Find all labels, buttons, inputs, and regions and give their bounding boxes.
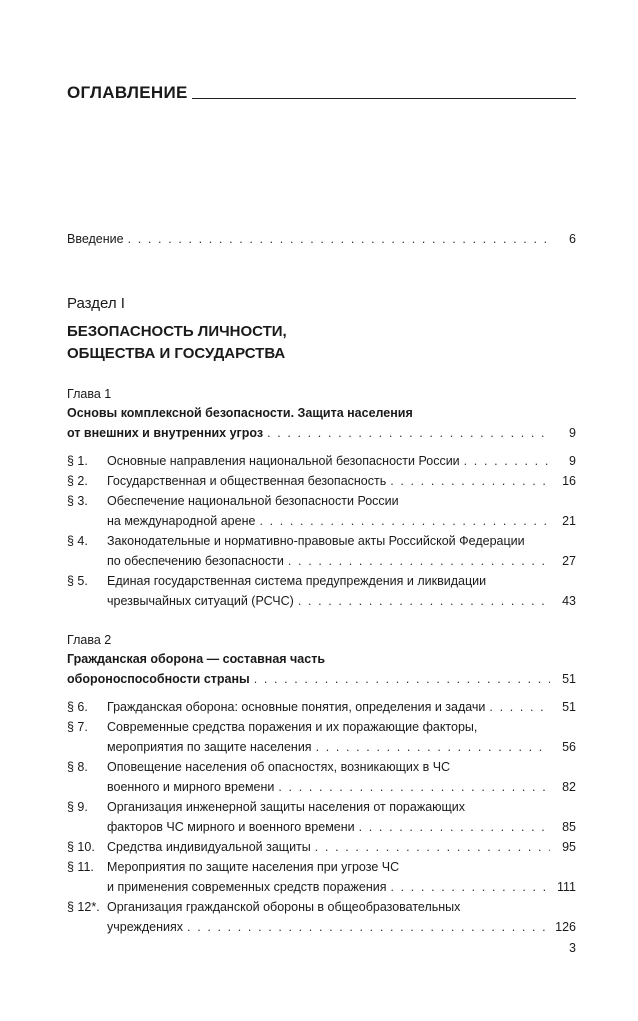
- entry-page: 9: [569, 454, 576, 468]
- toc-content: [67, 229, 576, 937]
- toc-entry-paragraph[interactable]: [67, 837, 576, 857]
- paragraph-title: учреждениях: [107, 920, 184, 934]
- section-title: [67, 321, 576, 365]
- chapter-title-line: от внешних и внутренних угроз: [67, 426, 264, 440]
- entry-page: 16: [562, 474, 576, 488]
- entry-page: 6: [569, 232, 576, 246]
- toc-entry-paragraph[interactable]: [67, 757, 576, 797]
- paragraph-title: Единая государственная система предупреждения и ликвидации: [107, 574, 487, 588]
- chapter-title-line: Основы комплексной безопасности. Защита населения: [67, 406, 413, 420]
- section-label: Раздел I: [67, 295, 125, 312]
- paragraph-title: Современные средства поражения и их поражающие факторы,: [107, 720, 478, 734]
- toc-entry-paragraph[interactable]: [67, 697, 576, 717]
- paragraph-title: Средства индивидуальной защиты: [107, 840, 311, 854]
- paragraph-title: военного и мирного времени: [107, 780, 275, 794]
- paragraph-title: чрезвычайных ситуаций (РСЧС): [107, 594, 294, 608]
- dot-leader: [259, 511, 550, 531]
- paragraph-list: [67, 697, 576, 937]
- paragraph-title: по обеспечению безопасности: [107, 554, 284, 568]
- paragraph-list: [67, 451, 576, 611]
- paragraph-title: Организация гражданской обороны в общеобразовательных: [107, 900, 461, 914]
- paragraph-title: Основные направления национальной безопасности России: [107, 454, 460, 468]
- dot-leader: [278, 777, 550, 797]
- dot-leader: [464, 451, 550, 471]
- toc-entry-paragraph[interactable]: [67, 531, 576, 571]
- paragraph-number: § 9.: [67, 800, 88, 814]
- paragraph-title: Оповещение населения об опасностях, возникающих в ЧС: [107, 760, 451, 774]
- paragraph-title: на международной арене: [107, 514, 256, 528]
- toc-entry-paragraph[interactable]: [67, 451, 576, 471]
- paragraph-title: мероприятия по защите населения: [107, 740, 312, 754]
- dot-leader: [359, 817, 550, 837]
- paragraph-number: § 4.: [67, 534, 88, 548]
- paragraph-title: Государственная и общественная безопасность: [107, 474, 387, 488]
- entry-page: 85: [562, 820, 576, 834]
- entry-page: 43: [562, 594, 576, 608]
- entry-page: 82: [562, 780, 576, 794]
- paragraph-title: и применения современных средств поражения: [107, 880, 387, 894]
- entry-page: 27: [562, 554, 576, 568]
- dot-leader: [267, 423, 550, 443]
- entry-page: 95: [562, 840, 576, 854]
- chapter-title-line: Гражданская оборона — составная часть: [67, 652, 326, 666]
- paragraph-title: Мероприятия по защите населения при угрозе ЧС: [107, 860, 400, 874]
- toc-entry-chapter[interactable]: [67, 669, 576, 689]
- entry-page: 51: [562, 672, 576, 686]
- toc-entry-chapter[interactable]: [67, 423, 576, 443]
- dot-leader: [288, 551, 550, 571]
- entry-page: 51: [562, 700, 576, 714]
- dot-leader: [316, 737, 550, 757]
- dot-leader: [315, 837, 550, 857]
- page-number: 3: [569, 941, 576, 955]
- paragraph-number: § 5.: [67, 574, 88, 588]
- dot-leader: [489, 697, 550, 717]
- toc-entry-paragraph[interactable]: [67, 857, 576, 897]
- toc-entry-paragraph[interactable]: [67, 471, 576, 491]
- toc-title: ОГЛАВЛЕНИЕ: [67, 83, 188, 102]
- entry-page: 56: [562, 740, 576, 754]
- paragraph-number: § 2.: [67, 474, 88, 488]
- title-rule: [192, 98, 576, 99]
- paragraph-number: § 7.: [67, 720, 88, 734]
- toc-entry-paragraph[interactable]: [67, 717, 576, 757]
- paragraph-number: § 3.: [67, 494, 88, 508]
- toc-entry-intro[interactable]: [67, 229, 576, 249]
- chapter-title-line: обороноспособности страны: [67, 672, 250, 686]
- paragraph-number: § 6.: [67, 700, 88, 714]
- entry-page: 21: [562, 514, 576, 528]
- entry-page: 126: [555, 920, 576, 934]
- paragraph-title: Организация инженерной защиты населения от поражающих: [107, 800, 466, 814]
- paragraph-number: § 1.: [67, 454, 88, 468]
- entry-page: 111: [556, 880, 576, 894]
- toc-heading: [67, 79, 576, 101]
- paragraph-number: § 11.: [67, 860, 94, 874]
- section-title-line: ОБЩЕСТВА И ГОСУДАРСТВА: [67, 345, 286, 362]
- dot-leader: [298, 591, 550, 611]
- paragraph-title: Гражданская оборона: основные понятия, определения и задачи: [107, 700, 486, 714]
- paragraph-number: § 12*.: [67, 900, 100, 914]
- dot-leader: [128, 229, 550, 249]
- chapter-label: Глава 1: [67, 387, 112, 401]
- dot-leader: [187, 917, 550, 937]
- toc-entry-paragraph[interactable]: [67, 491, 576, 531]
- toc-entry-paragraph[interactable]: [67, 571, 576, 611]
- dot-leader: [391, 877, 551, 897]
- dot-leader: [254, 669, 550, 689]
- entry-label: Введение: [67, 232, 124, 246]
- chapter-label: Глава 2: [67, 633, 112, 647]
- dot-leader: [390, 471, 550, 491]
- paragraph-number: § 8.: [67, 760, 88, 774]
- toc-entry-paragraph[interactable]: [67, 797, 576, 837]
- paragraph-title: Обеспечение национальной безопасности России: [107, 494, 399, 508]
- section-title-line: БЕЗОПАСНОСТЬ ЛИЧНОСТИ,: [67, 323, 287, 340]
- paragraph-number: § 10.: [67, 840, 95, 854]
- paragraph-title: Законодательные и нормативно-правовые акты Российской Федерации: [107, 534, 525, 548]
- toc-entry-paragraph[interactable]: [67, 897, 576, 937]
- paragraph-title: факторов ЧС мирного и военного времени: [107, 820, 355, 834]
- entry-page: 9: [569, 426, 576, 440]
